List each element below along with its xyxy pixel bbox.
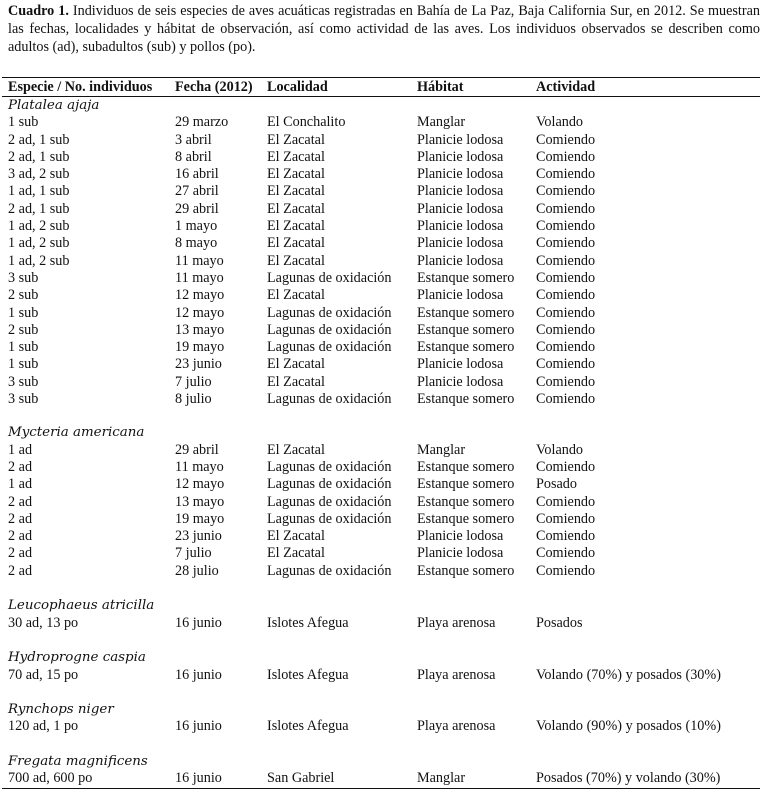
cell-fecha: 27 abril: [175, 183, 219, 200]
cell-fecha: 3 abril: [175, 131, 212, 148]
cell-habitat: Playa arenosa: [417, 666, 496, 683]
table-row: [2, 305, 760, 322]
cell-actividad: Comiendo: [536, 528, 596, 545]
species-name: Rynchops niger: [8, 702, 114, 718]
cell-individuos: 1 ad, 1 sub: [8, 183, 70, 200]
table-row: [2, 718, 760, 735]
cell-actividad: Comiendo: [536, 321, 596, 338]
table-row: [2, 356, 760, 373]
cell-actividad: Comiendo: [536, 458, 596, 475]
cell-individuos: 2 ad, 1 sub: [8, 131, 70, 148]
species-name: Fregata magnificens: [8, 753, 148, 769]
cell-fecha: 8 abril: [175, 148, 212, 165]
cell-fecha: 19 mayo: [175, 339, 225, 356]
cell-fecha: 11 mayo: [175, 269, 224, 286]
table-row: [2, 183, 760, 200]
cell-fecha: 1 mayo: [175, 218, 218, 235]
table-row: [2, 770, 760, 787]
cell-actividad: Comiendo: [536, 166, 596, 183]
cell-localidad: El Zacatal: [267, 166, 325, 183]
table-row: [2, 459, 760, 476]
cell-actividad: Posados (70%) y volando (30%): [536, 770, 721, 787]
cell-habitat: Planicie lodosa: [417, 148, 504, 165]
header-especie: Especie / No. individuos: [8, 79, 153, 95]
cell-actividad: Comiendo: [536, 287, 596, 304]
cell-actividad: Comiendo: [536, 218, 596, 235]
cell-individuos: 1 ad, 2 sub: [8, 235, 70, 252]
cell-habitat: Estanque somero: [417, 304, 515, 321]
cell-actividad: Comiendo: [536, 183, 596, 200]
cell-actividad: Comiendo: [536, 510, 596, 527]
cell-localidad: Islotes Afegua: [267, 666, 349, 683]
cell-fecha: 7 julio: [175, 545, 212, 562]
cell-actividad: Volando: [536, 441, 584, 458]
cell-localidad: El Zacatal: [267, 252, 325, 269]
cell-individuos: 2 ad: [8, 510, 33, 527]
table-row: [2, 166, 760, 183]
table-row: [2, 667, 760, 684]
cell-individuos: 2 ad, 1 sub: [8, 148, 70, 165]
cell-individuos: 700 ad, 600 po: [8, 770, 93, 787]
cell-localidad: Lagunas de oxidación: [267, 493, 392, 510]
table-row: [2, 149, 760, 166]
cell-individuos: 1 ad: [8, 476, 33, 493]
cell-localidad: El Conchalito: [267, 114, 346, 131]
cell-localidad: El Zacatal: [267, 356, 325, 373]
table-row: [2, 270, 760, 287]
cell-actividad: Comiendo: [536, 373, 596, 390]
cell-habitat: Estanque somero: [417, 476, 515, 493]
cell-actividad: Comiendo: [536, 131, 596, 148]
cell-localidad: Lagunas de oxidación: [267, 510, 392, 527]
cell-fecha: 16 junio: [175, 614, 222, 631]
cell-habitat: Planicie lodosa: [417, 545, 504, 562]
cell-habitat: Manglar: [417, 441, 466, 458]
cell-actividad: Comiendo: [536, 562, 596, 579]
cell-fecha: 23 junio: [175, 356, 222, 373]
cell-habitat: Estanque somero: [417, 321, 515, 338]
table-row: [2, 114, 760, 131]
cell-fecha: 11 mayo: [175, 252, 224, 269]
table-header-row: [2, 78, 760, 97]
cell-individuos: 3 ad, 2 sub: [8, 166, 70, 183]
cell-fecha: 29 marzo: [175, 114, 229, 131]
cell-actividad: Volando: [536, 114, 584, 131]
cell-individuos: 30 ad, 13 po: [8, 614, 79, 631]
cell-localidad: El Zacatal: [267, 218, 325, 235]
cell-fecha: 29 abril: [175, 200, 219, 217]
table-row: [2, 391, 760, 408]
cell-habitat: Planicie lodosa: [417, 235, 504, 252]
cell-habitat: Planicie lodosa: [417, 166, 504, 183]
cell-fecha: 16 abril: [175, 166, 219, 183]
cell-fecha: 13 mayo: [175, 493, 225, 510]
cell-individuos: 2 sub: [8, 287, 39, 304]
cell-habitat: Planicie lodosa: [417, 528, 504, 545]
cell-habitat: Planicie lodosa: [417, 218, 504, 235]
cell-actividad: Comiendo: [536, 200, 596, 217]
cell-habitat: Estanque somero: [417, 339, 515, 356]
cell-habitat: Manglar: [417, 114, 466, 131]
table-row: [2, 322, 760, 339]
cell-individuos: 1 ad, 2 sub: [8, 252, 70, 269]
cell-actividad: Comiendo: [536, 339, 596, 356]
cell-fecha: 12 mayo: [175, 287, 225, 304]
table-row: [2, 218, 760, 235]
group-spacer: [2, 580, 760, 597]
cell-actividad: Comiendo: [536, 356, 596, 373]
cell-individuos: 1 sub: [8, 114, 39, 131]
group-spacer: [2, 684, 760, 701]
cell-localidad: Lagunas de oxidación: [267, 476, 392, 493]
cell-actividad: Comiendo: [536, 235, 596, 252]
cell-individuos: 120 ad, 1 po: [8, 718, 79, 735]
cell-actividad: Volando (90%) y posados (10%): [536, 718, 721, 735]
cell-actividad: Comiendo: [536, 148, 596, 165]
table-row: [2, 339, 760, 356]
table-row: [2, 494, 760, 511]
cell-habitat: Planicie lodosa: [417, 183, 504, 200]
cell-individuos: 2 ad: [8, 458, 33, 475]
table-row: [2, 287, 760, 304]
cell-individuos: 2 ad, 1 sub: [8, 200, 70, 217]
cell-actividad: Posados: [536, 614, 583, 631]
cell-habitat: Estanque somero: [417, 391, 515, 408]
cell-individuos: 1 sub: [8, 304, 39, 321]
cell-habitat: Planicie lodosa: [417, 131, 504, 148]
species-name: Mycteria americana: [8, 425, 145, 441]
cell-individuos: 70 ad, 15 po: [8, 666, 79, 683]
table-row: [2, 476, 760, 493]
cell-actividad: Comiendo: [536, 493, 596, 510]
cell-localidad: Lagunas de oxidación: [267, 269, 392, 286]
cell-localidad: Lagunas de oxidación: [267, 321, 392, 338]
cell-actividad: Comiendo: [536, 304, 596, 321]
cell-individuos: 3 sub: [8, 373, 39, 390]
table-row: [2, 545, 760, 562]
table-row: [2, 132, 760, 149]
table-body: [2, 97, 760, 788]
header-habitat: Hábitat: [417, 79, 464, 95]
cell-individuos: 2 ad: [8, 562, 33, 579]
group-spacer: [2, 408, 760, 424]
cell-fecha: 16 junio: [175, 666, 222, 683]
cell-fecha: 16 junio: [175, 718, 222, 735]
table-row: [2, 563, 760, 580]
group-spacer: [2, 632, 760, 649]
cell-localidad: El Zacatal: [267, 287, 325, 304]
species-name: Platalea ajaja: [8, 98, 100, 113]
table-row: [2, 511, 760, 528]
cell-habitat: Planicie lodosa: [417, 373, 504, 390]
cell-localidad: El Zacatal: [267, 373, 325, 390]
cell-fecha: 11 mayo: [175, 458, 224, 475]
cell-localidad: Lagunas de oxidación: [267, 304, 392, 321]
cell-individuos: 2 sub: [8, 321, 39, 338]
cell-individuos: 2 ad: [8, 528, 33, 545]
cell-individuos: 2 ad: [8, 493, 33, 510]
cell-localidad: Islotes Afegua: [267, 718, 349, 735]
cell-localidad: Lagunas de oxidación: [267, 391, 392, 408]
cell-localidad: El Zacatal: [267, 200, 325, 217]
cell-habitat: Estanque somero: [417, 562, 515, 579]
table-row: [2, 374, 760, 391]
cell-fecha: 12 mayo: [175, 304, 225, 321]
cell-individuos: 1 sub: [8, 356, 39, 373]
table-row: [2, 528, 760, 545]
cell-actividad: Volando (70%) y posados (30%): [536, 666, 721, 683]
cell-habitat: Estanque somero: [417, 458, 515, 475]
cell-actividad: Comiendo: [536, 391, 596, 408]
cell-localidad: El Zacatal: [267, 131, 325, 148]
cell-fecha: 13 mayo: [175, 321, 225, 338]
cell-fecha: 29 abril: [175, 441, 219, 458]
cell-individuos: 1 sub: [8, 339, 39, 356]
cell-habitat: Planicie lodosa: [417, 287, 504, 304]
table-row: [2, 201, 760, 218]
cell-actividad: Comiendo: [536, 545, 596, 562]
observations-table: [2, 77, 760, 789]
cell-localidad: El Zacatal: [267, 235, 325, 252]
cell-actividad: Comiendo: [536, 269, 596, 286]
cell-fecha: 23 junio: [175, 528, 222, 545]
table-row: [2, 235, 760, 252]
cell-actividad: Comiendo: [536, 252, 596, 269]
cell-localidad: El Zacatal: [267, 148, 325, 165]
group-spacer: [2, 736, 760, 753]
cell-localidad: San Gabriel: [267, 770, 335, 787]
cell-fecha: 28 julio: [175, 562, 219, 579]
cell-localidad: El Zacatal: [267, 441, 325, 458]
cell-habitat: Estanque somero: [417, 510, 515, 527]
species-name: Leucophaeus atricilla: [8, 598, 155, 614]
cell-individuos: 3 sub: [8, 391, 39, 408]
cell-localidad: Islotes Afegua: [267, 614, 349, 631]
cell-individuos: 1 ad, 2 sub: [8, 218, 70, 235]
cell-habitat: Playa arenosa: [417, 718, 496, 735]
cell-habitat: Estanque somero: [417, 269, 515, 286]
header-fecha: Fecha (2012): [175, 79, 253, 95]
cell-habitat: Playa arenosa: [417, 614, 496, 631]
caption-label: Cuadro 1.: [8, 3, 69, 19]
table-row: [2, 615, 760, 632]
cell-individuos: 1 ad: [8, 441, 33, 458]
species-name: Hydroprogne caspia: [8, 650, 146, 666]
cell-localidad: El Zacatal: [267, 545, 325, 562]
cell-fecha: 12 mayo: [175, 476, 225, 493]
cell-actividad: Posado: [536, 476, 577, 493]
cell-fecha: 8 mayo: [175, 235, 218, 252]
cell-habitat: Planicie lodosa: [417, 252, 504, 269]
cell-habitat: Estanque somero: [417, 493, 515, 510]
table-row: [2, 253, 760, 270]
cell-localidad: Lagunas de oxidación: [267, 339, 392, 356]
cell-localidad: El Zacatal: [267, 183, 325, 200]
table-caption: [8, 2, 760, 56]
cell-localidad: Lagunas de oxidación: [267, 562, 392, 579]
header-actividad: Actividad: [536, 79, 596, 95]
cell-localidad: El Zacatal: [267, 528, 325, 545]
caption-text: Individuos de seis especies de aves acuáticas registradas en Bahía de La Paz, Baja California Sur, en 2012. Se muestran las fechas, localidades y hábitat de observación, así como actividad de las aves. Los individuos observados se describen como adultos (ad), subadultos (sub) y pollos (po).: [8, 3, 760, 55]
cell-habitat: Manglar: [417, 770, 466, 787]
cell-individuos: 2 ad: [8, 545, 33, 562]
cell-localidad: Lagunas de oxidación: [267, 458, 392, 475]
cell-habitat: Planicie lodosa: [417, 200, 504, 217]
header-localidad: Localidad: [267, 79, 328, 95]
cell-fecha: 8 julio: [175, 391, 212, 408]
cell-fecha: 16 junio: [175, 770, 222, 787]
table-row: [2, 442, 760, 459]
cell-individuos: 3 sub: [8, 269, 39, 286]
cell-habitat: Planicie lodosa: [417, 356, 504, 373]
cell-fecha: 19 mayo: [175, 510, 225, 527]
cell-fecha: 7 julio: [175, 373, 212, 390]
